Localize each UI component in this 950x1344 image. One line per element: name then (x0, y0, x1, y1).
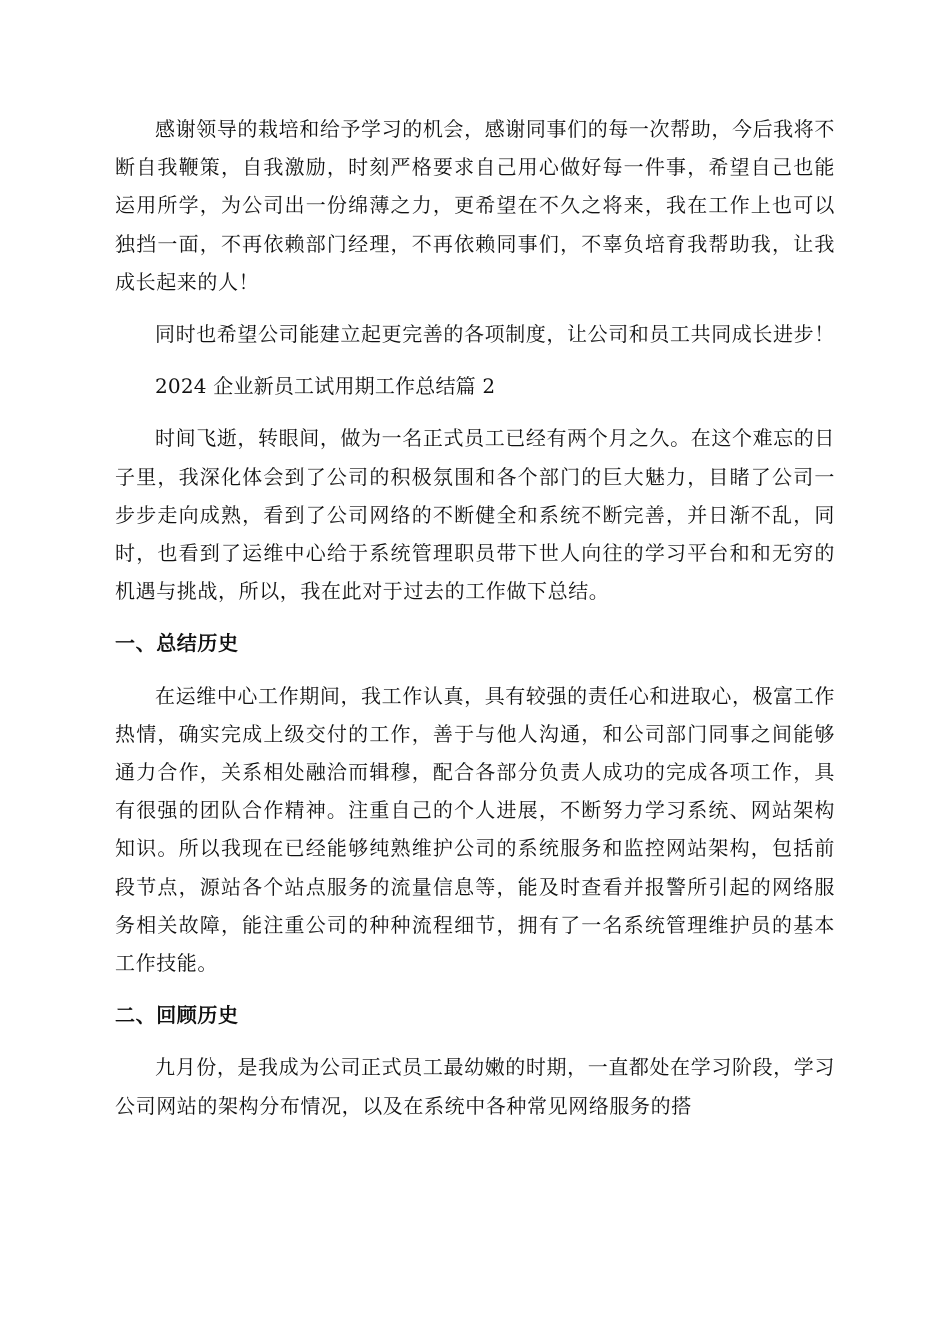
paragraph-intro: 时间飞逝，转眼间，做为一名正式员工已经有两个月之久。在这个难忘的日子里，我深化体会到了公司的积极氛围和各个部门的巨大魅力，目睹了公司一步步走向成熟，看到了公司网络的不断健全和系统不断完善，并日渐不乱，同时，也看到了运维中心给于系统管理职员带下世人向往的学习平台和和无穷的机遇与挑战，所以，我在此对于过去的工作做下总结。 (115, 426, 835, 604)
article-title: 2024 企业新员工试用期工作总结篇 2 (155, 374, 496, 399)
paragraph-summary: 在运维中心工作期间，我工作认真，具有较强的责任心和进取心，极富工作热情，确实完成上级交付的工作，善于与他人沟通，和公司部门同事之间能够通力合作，关系相处融洽而辑穆，配合各部分负责人成功的完成各项工作，具有很强的团队合作精神。注重自己的个人进展，不断努力学习系统、网站架构知识。所以我现在已经能够纯熟维护公司的系统服务和监控网站架构，包括前段节点，源站各个站点服务的流量信息等，能及时查看并报警所引起的网络服务相关故障，能注重公司的种种流程细节，拥有了一名系统管理维护员的基本工作技能。 (115, 683, 835, 976)
paragraph-review: 九月份，是我成为公司正式员工最幼嫩的时期，一直都处在学习阶段，学习公司网站的架构分布情况，以及在系统中各种常见网络服务的搭 (115, 1055, 835, 1118)
document-page (115, 110, 835, 1139)
paragraph-hope: 同时也希望公司能建立起更完善的各项制度，让公司和员工共同成长进步！ (155, 322, 835, 347)
section-heading-review: 二、回顾历史 (115, 1003, 239, 1028)
paragraph-gratitude: 感谢领导的栽培和给予学习的机会，感谢同事们的每一次帮助，今后我将不断自我鞭策，自我激励，时刻严格要求自己用心做好每一件事，希望自己也能运用所学，为公司出一份绵薄之力，更希望在不久之将来，我在工作上也可以独挡一面，不再依赖部门经理，不再依赖同事们，不辜负培育我帮助我，让我成长起来的人！ (115, 117, 835, 294)
section-heading-summary: 一、总结历史 (115, 631, 239, 656)
